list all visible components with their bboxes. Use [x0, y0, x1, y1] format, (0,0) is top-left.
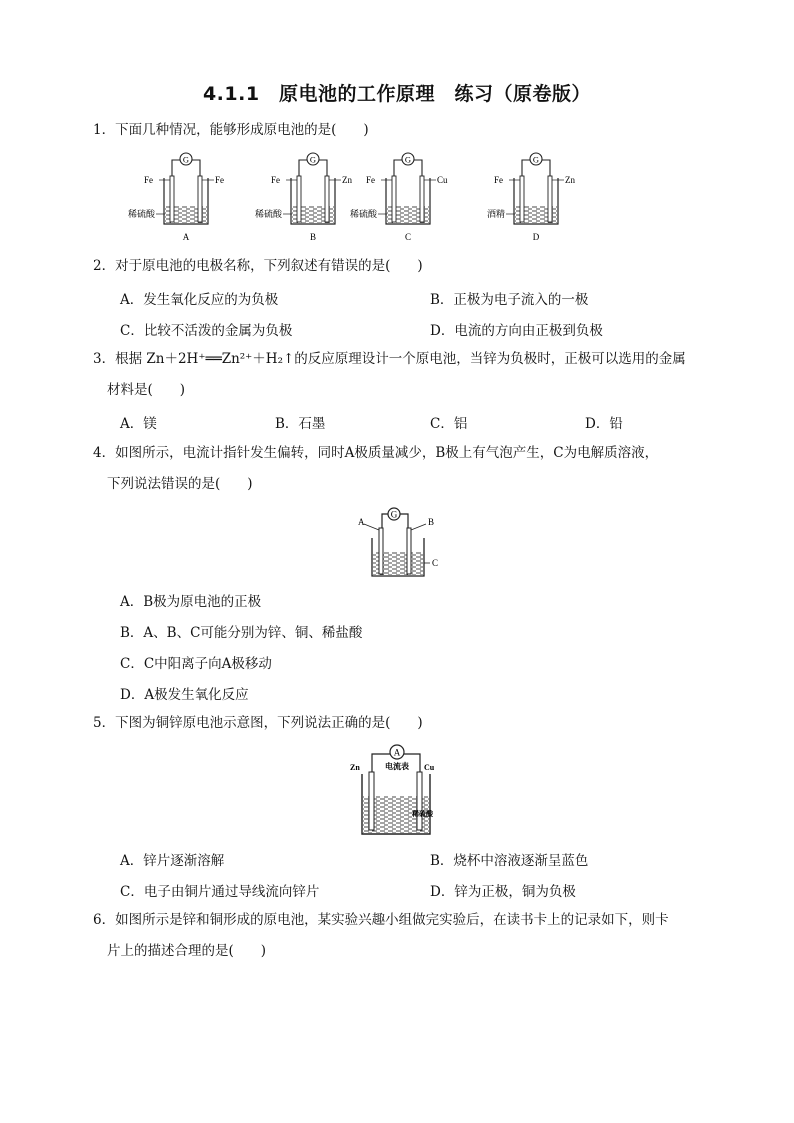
question-6-line2 [107, 942, 266, 960]
q4-electrode-b-label: B [428, 517, 435, 527]
question-6-stem-line2: 片上的描述合理的是( ) [107, 943, 267, 959]
q3-option-c[interactable]: C．铝 [430, 416, 468, 432]
meter-label: G [182, 154, 190, 165]
left-electrode-label: Fe [144, 175, 153, 185]
figure-option-label: A [182, 232, 190, 242]
q5-meter-label: A [393, 747, 401, 758]
solution-label: 稀硫酸 [127, 209, 155, 219]
cell-b-diagram [255, 153, 353, 242]
q5-solution-label: 稀硫酸 [412, 810, 433, 818]
q5-option-c[interactable]: C．电子由铜片通过导线流向锌片 [120, 884, 320, 900]
question-4-line2 [107, 475, 253, 493]
question-4-stem-line2: 下列说法错误的是( ) [107, 476, 253, 492]
solution-label: 稀硫酸 [254, 209, 282, 219]
q4-option-a[interactable]: A．B极为原电池的正极 [120, 594, 262, 610]
figure-option-label: C [404, 232, 412, 242]
q4-meter-label: G [390, 509, 398, 520]
q4-solution-c-label: C [432, 558, 439, 568]
right-electrode-label: Zn [342, 175, 352, 185]
cell-d-diagram [487, 153, 576, 242]
meter-label: G [404, 154, 412, 165]
question-6-stem-line1: 6．如图所示是锌和铜形成的原电池，某实验兴趣小组做完实验后，在读书卡上的记录如下，则卡 [93, 912, 669, 928]
page-title: 4.1.1 原电池的工作原理 练习（原卷版） [202, 83, 592, 105]
question-4-figure [352, 500, 442, 582]
question-2 [93, 257, 423, 275]
q3-option-d[interactable]: D．铅 [585, 416, 623, 432]
question-3-stem-line2: 材料是( ) [107, 382, 186, 398]
q4-option-c[interactable]: C．C中阳离子向A极移动 [120, 656, 272, 672]
q5-option-a[interactable]: A．锌片逐渐溶解 [120, 853, 225, 869]
q5-copper-label: Cu [424, 763, 435, 772]
right-electrode-label: Cu [437, 175, 448, 185]
question-1 [93, 121, 369, 139]
q5-option-b[interactable]: B．烧杯中溶液逐渐呈蓝色 [430, 853, 589, 869]
q2-option-b[interactable]: B．正极为电子流入的一极 [430, 292, 589, 308]
solution-label: 稀硫酸 [349, 209, 377, 219]
q3-option-b[interactable]: B．石墨 [275, 416, 326, 432]
left-electrode-label: Fe [494, 175, 503, 185]
q2-option-a[interactable]: A．发生氧化反应的为负极 [120, 292, 279, 308]
question-6 [93, 911, 669, 929]
question-1-figure [127, 150, 610, 248]
question-4-stem-line1: 4．如图所示，电流计指针发生偏转，同时A极质量减少，B极上有气泡产生，C为电解质溶液， [93, 445, 659, 461]
q4-option-d[interactable]: D．A极发生氧化反应 [120, 687, 249, 703]
meter-label: G [309, 154, 317, 165]
question-5-stem: 5．下图为铜锌原电池示意图，下列说法正确的是( ) [93, 715, 423, 731]
q2-option-c[interactable]: C．比较不活泼的金属为负极 [120, 323, 293, 339]
question-4 [93, 444, 658, 462]
cell-c-diagram [350, 153, 448, 242]
question-3-stem-line1: 3．根据 Zn＋2H⁺══Zn²⁺＋H₂↑的反应原理设计一个原电池，当锌为负极时，正极可以选用的金属 [93, 351, 686, 367]
q5-ammeter-caption: 电流表 [385, 762, 409, 771]
question-5 [93, 714, 423, 732]
q4-electrode-a-label: A [358, 517, 365, 527]
figure-option-label: D [532, 232, 540, 242]
q3-option-a[interactable]: A．镁 [120, 416, 157, 432]
cell-a-diagram [128, 153, 224, 242]
question-3-line2 [107, 381, 185, 399]
question-1-stem: 1．下面几种情况，能够形成原电池的是( ) [93, 122, 369, 138]
figure-option-label: B [309, 232, 317, 242]
meter-label: G [532, 154, 540, 165]
q5-option-d[interactable]: D．锌为正极，铜为负极 [430, 884, 576, 900]
q5-zinc-label: Zn [350, 763, 360, 772]
question-2-stem: 2．对于原电池的电极名称，下列叙述有错误的是( ) [93, 258, 423, 274]
q4-option-b[interactable]: B．A、B、C可能分别为锌、铜、稀盐酸 [120, 625, 363, 641]
question-5-figure [348, 738, 448, 838]
question-3 [93, 350, 686, 368]
left-electrode-label: Fe [366, 175, 375, 185]
left-electrode-label: Fe [271, 175, 280, 185]
right-electrode-label: Zn [565, 175, 575, 185]
q2-option-d[interactable]: D．电流的方向由正极到负极 [430, 323, 603, 339]
right-electrode-label: Fe [215, 175, 224, 185]
solution-label: 酒精 [486, 209, 505, 219]
